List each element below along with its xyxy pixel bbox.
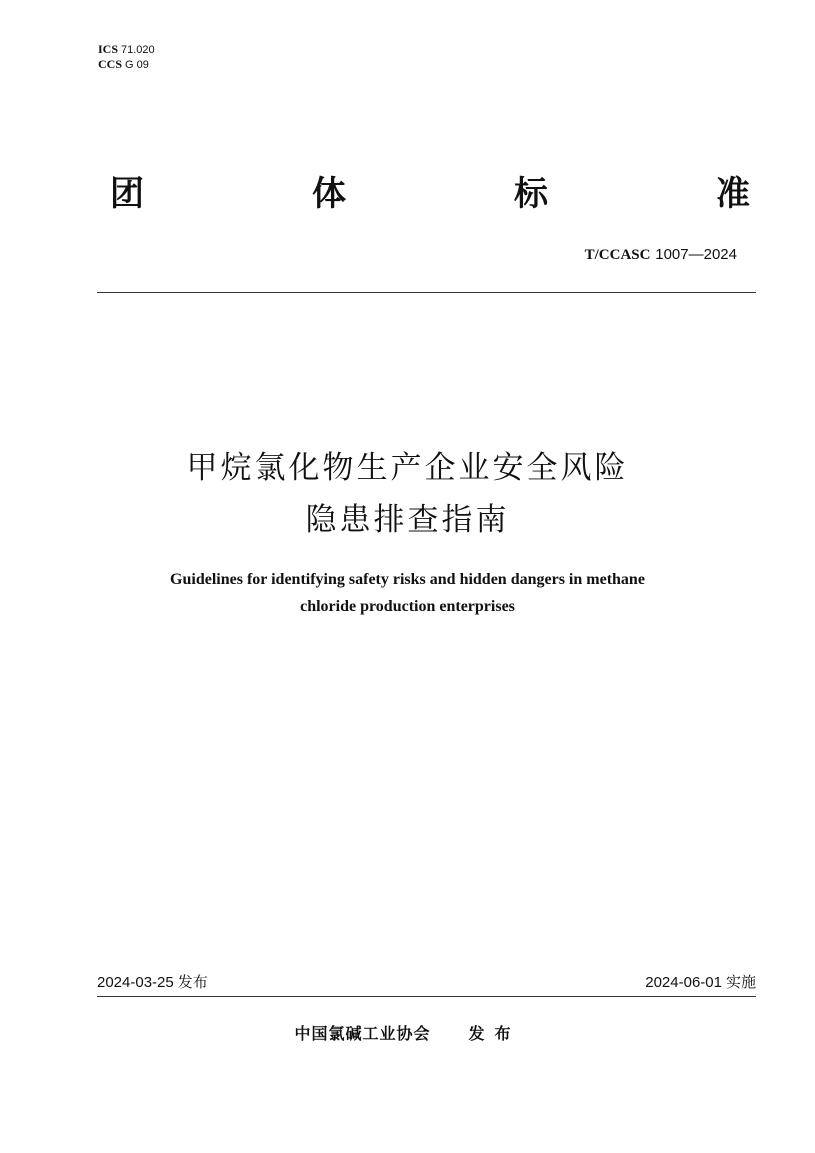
effective-date-value: 2024-06-01 bbox=[645, 974, 722, 991]
ccs-value: G 09 bbox=[125, 59, 149, 71]
standard-number-value: 1007—2024 bbox=[655, 246, 737, 263]
ccs-code bbox=[98, 57, 155, 72]
standard-type-char: 准 bbox=[716, 173, 750, 214]
ics-code bbox=[98, 42, 155, 57]
ics-label: ICS bbox=[98, 42, 119, 56]
title-en-line-1: Guidelines for identifying safety risks and hidden dangers in methane bbox=[170, 571, 645, 588]
standard-type-char: 团 bbox=[110, 173, 144, 214]
ccs-label: CCS bbox=[98, 57, 123, 71]
standard-number-prefix: T/CCASC bbox=[584, 247, 651, 263]
top-divider bbox=[97, 292, 756, 293]
title-cn-line-1: 甲烷氯化物生产企业安全风险 bbox=[186, 450, 629, 486]
publisher-action: 发布 bbox=[468, 1024, 521, 1043]
effective-date bbox=[645, 971, 756, 992]
publisher-organization: 中国氯碱工业协会 bbox=[294, 1024, 431, 1043]
publish-date bbox=[97, 971, 208, 992]
publish-date-value: 2024-03-25 bbox=[97, 974, 174, 991]
effective-date-label: 实施 bbox=[725, 973, 756, 991]
standard-type-char: 体 bbox=[312, 173, 346, 214]
classification-codes bbox=[98, 42, 155, 72]
title-en-line-2: chloride production enterprises bbox=[300, 598, 515, 615]
bottom-divider bbox=[97, 996, 756, 997]
standard-type-char: 标 bbox=[514, 173, 548, 214]
standard-type-heading bbox=[110, 168, 750, 212]
standard-number bbox=[585, 245, 737, 264]
publisher-line bbox=[0, 1021, 815, 1044]
title-cn-line-2: 隐患排查指南 bbox=[305, 502, 510, 538]
publish-date-label: 发布 bbox=[177, 973, 208, 991]
ics-value: 71.020 bbox=[121, 44, 155, 56]
